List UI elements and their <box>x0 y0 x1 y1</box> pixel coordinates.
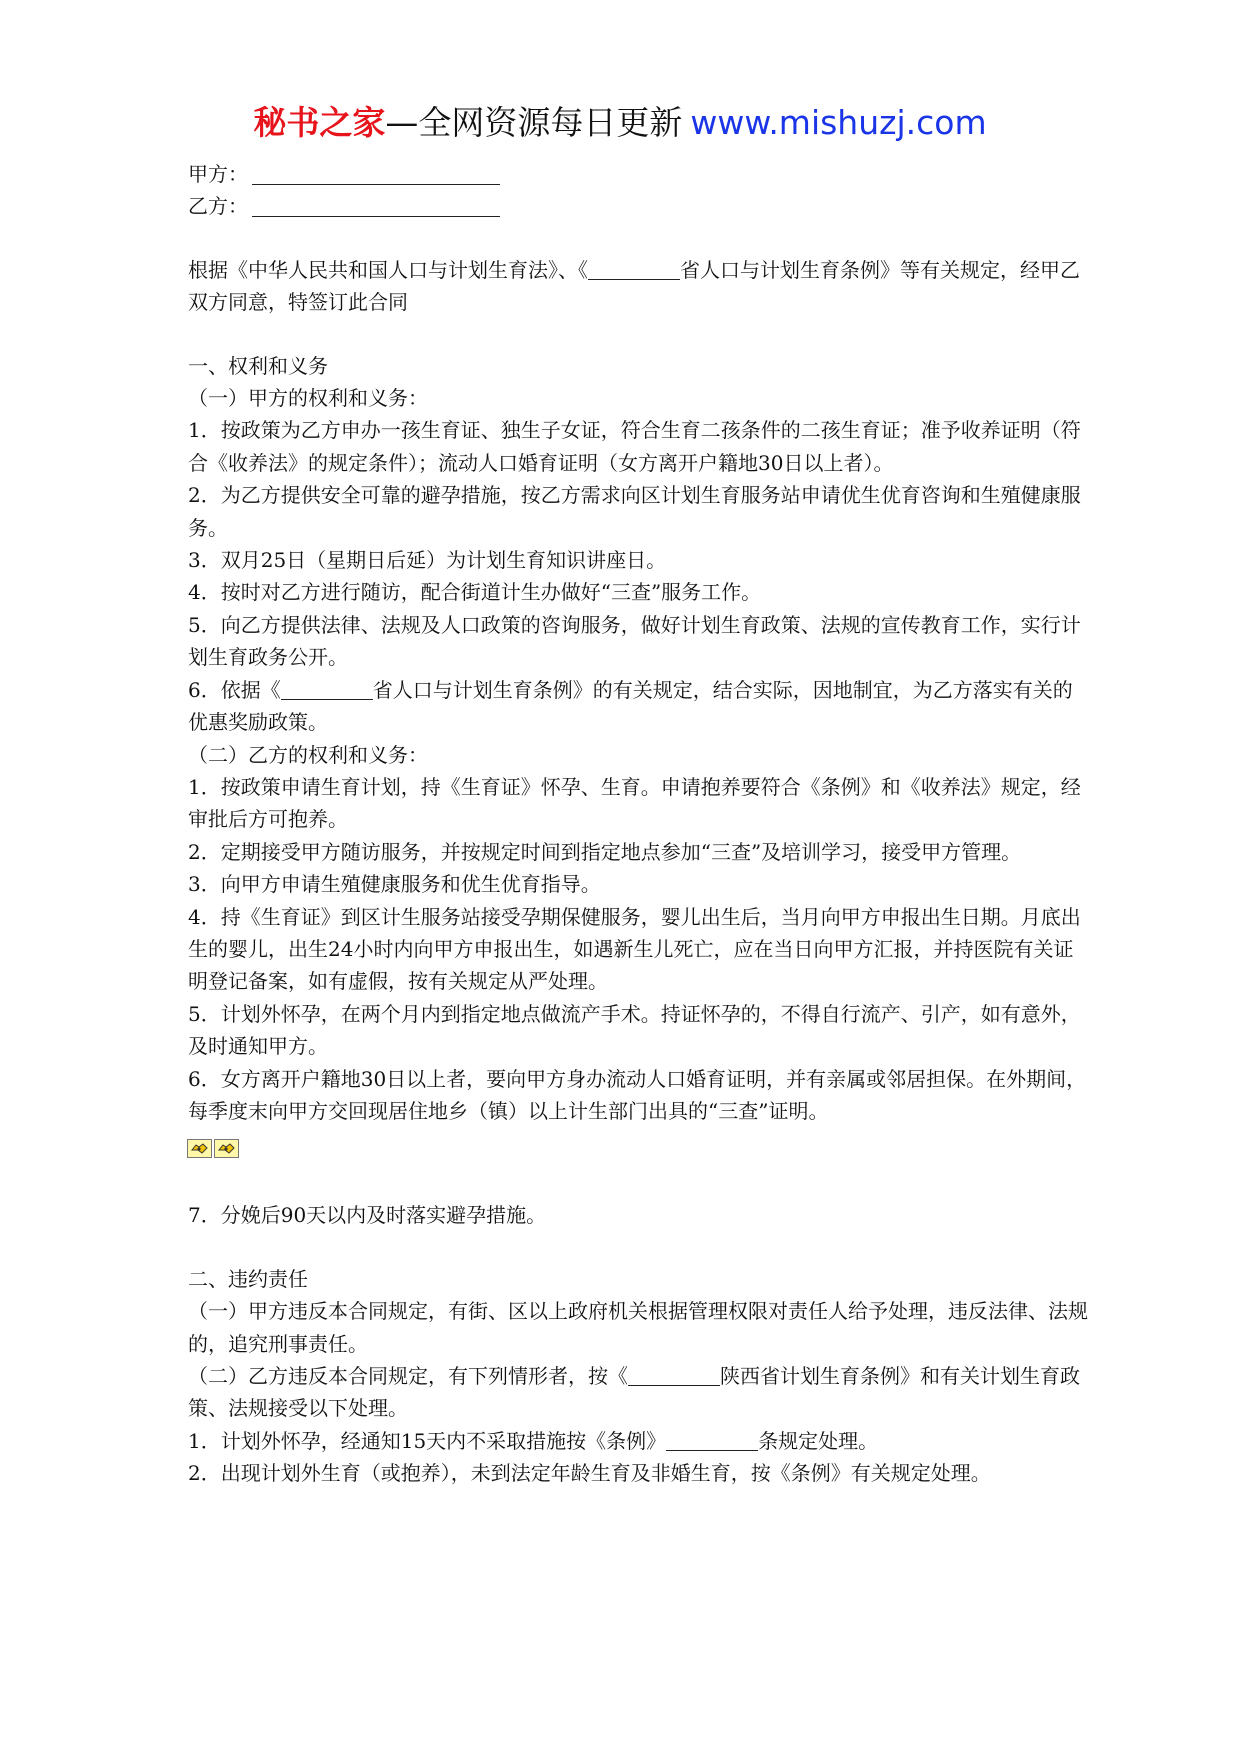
province-blank <box>281 677 373 700</box>
party-a-item-2: 2．为乙方提供安全可靠的避孕措施，按乙方需求向区计划生育服务站申请优生优育咨询和生殖健康服务。 <box>188 483 1081 540</box>
section-1b-title: （二）乙方的权利和义务： <box>188 742 428 767</box>
intro-paragraph: 根据《中华人民共和国人口与计划生育法》、《 省人口与计划生育条例》等有关规定，经甲乙双方同意，特签订此合同 <box>188 257 1080 315</box>
party-b-item-2: 2．定期接受甲方随访服务，并按规定时间到指定地点参加“三查”及培训学习，接受甲方管理。 <box>188 839 1022 864</box>
party-b-item-1: 1．按政策申请生育计划，持《生育证》怀孕、生育。申请抱养要符合《条例》和《收养法》规定，经审批后方可抱养。 <box>188 774 1081 832</box>
header-tagline: —全网资源每日更新 <box>385 103 683 142</box>
party-b-item-4: 4．持《生育证》到区计生服务站接受孕期保健服务，婴儿出生后，当月向甲方申报出生日期。月底出生的婴儿，出生24小时内向甲方申报出生，如遇新生儿死亡，应在当日向甲方汇报，并持医院有关证明登记备案，如有虚假，按有关规定从严处理。 <box>188 904 1081 994</box>
section-2-title: 二、违约责任 <box>188 1266 308 1291</box>
party-b-line: 乙方： <box>188 190 1088 222</box>
brand-name: 秘书之家 <box>253 103 386 142</box>
article-blank <box>666 1428 758 1451</box>
handshake-icon <box>214 1139 239 1158</box>
party-b-item-6: 6．女方离开户籍地30日以上者，要向甲方身办流动人口婚育证明，并有亲属或邻居担保。在外期间，每季度末向甲方交回现居住地乡（镇）以上计生部门出具的“三查”证明。 <box>188 1066 1087 1123</box>
site-url-link[interactable]: www.mishuzj.com <box>690 103 987 142</box>
site-header <box>0 100 1240 146</box>
party-a-item-3: 3．双月25日（星期日后延）为计划生育知识讲座日。 <box>188 548 667 573</box>
contract-body <box>188 158 1088 1490</box>
province-blank <box>588 257 680 280</box>
section-2b: （二）乙方违反本合同规定，有下列情形者，按《 陕西省计划生育条例》和有关计划生育政策、法规接受以下处理。 <box>188 1364 1080 1421</box>
inline-icons <box>187 1139 239 1158</box>
party-b-item-7: 7．分娩后90天以内及时落实避孕措施。 <box>188 1203 547 1228</box>
party-b-blank <box>252 192 500 217</box>
party-b-item-5: 5．计划外怀孕，在两个月内到指定地点做流产手术。持证怀孕的，不得自行流产、引产，如有意外，及时通知甲方。 <box>188 1001 1081 1059</box>
penalty-item-1: 1．计划外怀孕，经通知15天内不采取措施按《条例》 条规定处理。 <box>188 1428 879 1453</box>
party-b-item-3: 3．向甲方申请生殖健康服务和优生优育指导。 <box>188 872 601 897</box>
party-a-item-4: 4．按时对乙方进行随访，配合街道计生办做好“三查”服务工作。 <box>188 580 762 605</box>
party-a-blank <box>252 160 500 185</box>
handshake-icon <box>187 1139 212 1158</box>
section-1-title: 一、权利和义务 <box>188 353 328 378</box>
party-a-line: 甲方： <box>188 158 1088 190</box>
party-a-item-1: 1．按政策为乙方申办一孩生育证、独生子女证，符合生育二孩条件的二孩生育证；准予收养证明（符合《收养法》的规定条件）；流动人口婚育证明（女方离开户籍地30日以上者）。 <box>188 418 1081 475</box>
blank-field <box>628 1363 720 1386</box>
section-2a: （一）甲方违反本合同规定，有街、区以上政府机关根据管理权限对责任人给予处理，违反法律、法规的，追究刑事责任。 <box>188 1299 1088 1356</box>
section-1a-title: （一）甲方的权利和义务： <box>188 386 428 411</box>
party-a-item-6: 6．依据《 省人口与计划生育条例》的有关规定，结合实际，因地制宜，为乙方落实有关的优惠奖励政策。 <box>188 677 1073 735</box>
penalty-item-2: 2．出现计划外生育（或抱养），未到法定年龄生育及非婚生育，按《条例》有关规定处理。 <box>188 1461 991 1486</box>
party-a-item-5: 5．向乙方提供法律、法规及人口政策的咨询服务，做好计划生育政策、法规的宣传教育工作，实行计划生育政务公开。 <box>188 612 1081 670</box>
